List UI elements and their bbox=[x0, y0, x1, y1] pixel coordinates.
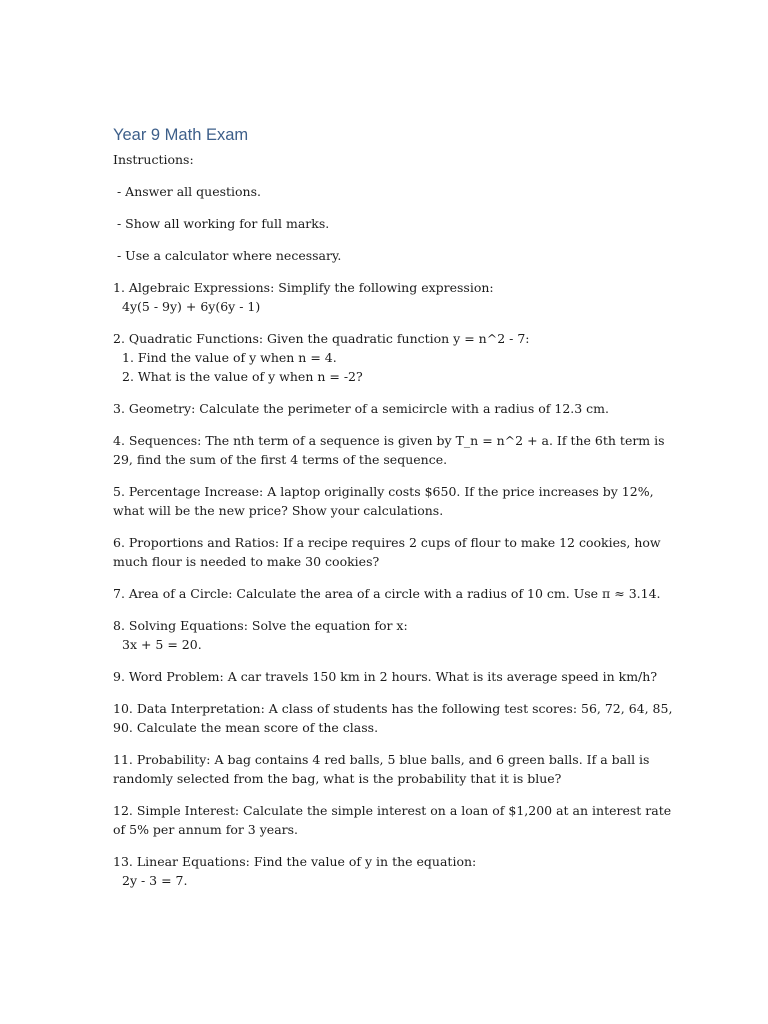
question-subline: 1. Find the value of y when n = 4. bbox=[122, 350, 337, 365]
question-3: 3. Geometry: Calculate the perimeter of a semicircle with a radius of 12.3 cm. bbox=[113, 401, 610, 416]
question-1 bbox=[113, 278, 673, 316]
question-subline: 2y - 3 = 7. bbox=[122, 873, 188, 888]
question-9: 9. Word Problem: A car travels 150 km in 2 hours. What is its average speed in km/h? bbox=[113, 669, 658, 684]
question-7: 7. Area of a Circle: Calculate the area of a circle with a radius of 10 cm. Use π ≈ 3.14. bbox=[113, 586, 661, 601]
question-11: 11. Probability: A bag contains 4 red balls, 5 blue balls, and 6 green balls. If a ball is randomly selected from the bag, what is the probability that it is blue? bbox=[113, 752, 654, 786]
question-text: 1. Algebraic Expressions: Simplify the following expression: bbox=[113, 280, 494, 295]
exam-document bbox=[113, 124, 677, 903]
instruction-item: - Answer all questions. bbox=[113, 184, 261, 199]
question-6: 6. Proportions and Ratios: If a recipe requires 2 cups of flour to make 12 cookies, how much flour is needed to make 30 cookies? bbox=[113, 535, 665, 569]
question-text: 13. Linear Equations: Find the value of y in the equation: bbox=[113, 854, 477, 869]
question-subline: 3x + 5 = 20. bbox=[122, 637, 202, 652]
question-10: 10. Data Interpretation: A class of students has the following test scores: 56, 72, 64, 85, 90. Calculate the mean score of the class. bbox=[113, 701, 677, 735]
question-text: 2. Quadratic Functions: Given the quadratic function y = n^2 - 7: bbox=[113, 331, 530, 346]
question-12: 12. Simple Interest: Calculate the simple interest on a loan of $1,200 at an interest rate of 5% per annum for 3 years. bbox=[113, 803, 676, 837]
instruction-item: - Use a calculator where necessary. bbox=[113, 248, 342, 263]
question-subline: 2. What is the value of y when n = -2? bbox=[122, 369, 363, 384]
instruction-item: - Show all working for full marks. bbox=[113, 216, 330, 231]
question-5: 5. Percentage Increase: A laptop originally costs $650. If the price increases by 12%, what will be the new price? Show your calculations. bbox=[113, 484, 658, 518]
question-text: 8. Solving Equations: Solve the equation for x: bbox=[113, 618, 408, 633]
question-subline: 4y(5 - 9y) + 6y(6y - 1) bbox=[122, 299, 261, 314]
question-4: 4. Sequences: The nth term of a sequence is given by T_n = n^2 + a. If the 6th term is 29, find the sum of the first 4 terms of the sequence. bbox=[113, 433, 669, 467]
question-13 bbox=[113, 852, 673, 890]
question-8 bbox=[113, 616, 673, 654]
page-title: Year 9 Math Exam bbox=[113, 126, 249, 144]
question-2 bbox=[113, 329, 673, 386]
instructions-heading: Instructions: bbox=[113, 152, 194, 167]
